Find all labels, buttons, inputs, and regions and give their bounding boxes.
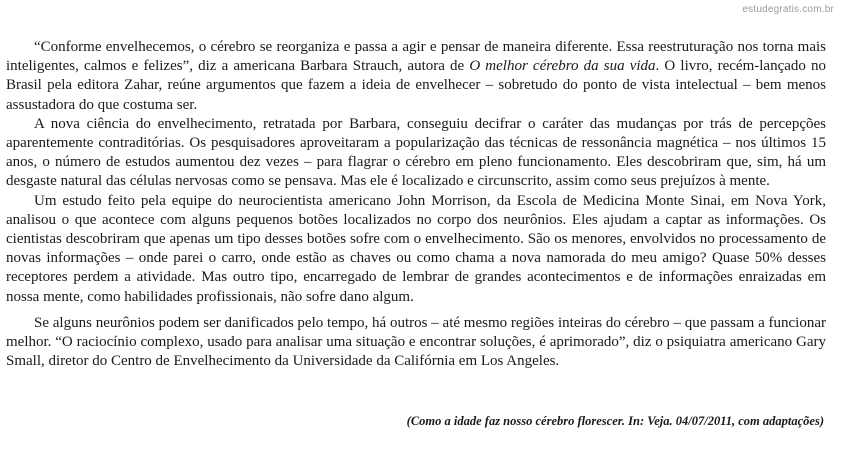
paragraph-4: Se alguns neurônios podem ser danificados pelo tempo, há outros – até mesmo regiões inteiras do cérebro – que passam a funcionar melhor. “O raciocínio complexo, usado para analisar uma situação e encontrar soluções, é aprimorado”, diz o psiquiatra americano Gary Small, diretor do Centro de Envelhecimento da Universidade da Califórnia em Los Angeles. [6,314,826,370]
paragraph-3: Um estudo feito pela equipe do neurocientista americano John Morrison, da Escola de Medicina Monte Sinai, em Nova York, analisou o que acontece com alguns pequenos botões localizados no corpo dos neurônios. Eles ajudam a captar as informações. Os cientistas descobriram que apenas um tipo desses botões sofre com o envelhecimento. São os menores, envolvidos no processamento de novas informações – onde parei o carro, onde estão as chaves ou como chama a nova namorada do meu amigo? Quase 50% desses receptores perdem a atividade. Mas outro tipo, encarregado de lembrar de grandes acontecimentos e de informações enraizadas em nossa mente, como habilidades profissionais, não sofre dano algum. [6,192,826,305]
book-title: O melhor cérebro da sua vida [469,58,656,75]
source-citation: (Como a idade faz nosso cérebro florescer. In: Veja. 04/07/2011, com adaptações) [406,414,824,428]
paragraph-2: A nova ciência do envelhecimento, retratada por Barbara, conseguiu decifrar o caráter das mudanças por trás de percepções aparentemente contraditórias. Os pesquisadores aproveitaram a popularização das técnicas de ressonância magnética – nos últimos 15 anos, o número de estudos aumentou dez vezes – para flagrar o cérebro em pleno funcionamento. Eles descobriram que, sim, há um desgaste natural das células nervosas como se pensava. Mas ele é localizado e circunscrito, assim como seus prejuízos à mente. [6,115,826,190]
article-text [6,38,826,371]
paragraph-1-lead: “Conforme envelhecemos, o cérebro se reorganiza e passa a agir e pensar de maneira diferente. Essa reestruturação nos torna mais inteligentes, calmos e felizes”, diz a americana Barbara Strauch, autora de [6,39,826,75]
paragraph-1-rest: . O livro, recém-lançado no Brasil pela editora Zahar, reúne argumentos que fazem a ideia de envelhecer – sobretudo do ponto de vista intelectual – bem menos assustadora do que costuma ser. [6,58,827,113]
site-watermark: estudegratis.com.br [742,4,834,15]
paragraph-1 [6,38,826,115]
